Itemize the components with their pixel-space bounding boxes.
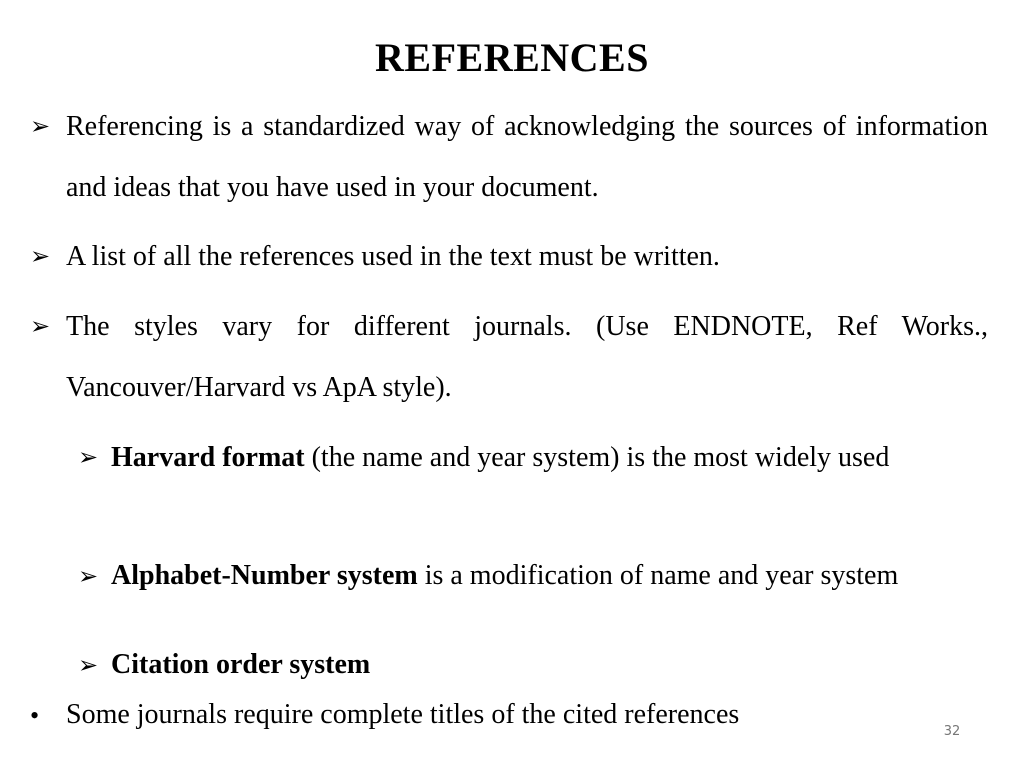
arrow-bullet-icon: ➢ — [30, 244, 51, 270]
bullet-complete-titles — [30, 695, 988, 735]
bullet-text: Referencing is a standardized way of acknowledging the sources of information and ideas that you have used in your document. — [66, 111, 988, 203]
arrow-bullet-icon: ➢ — [78, 445, 99, 471]
bullet-styles-vary — [30, 296, 988, 418]
arrow-bullet-icon: ➢ — [30, 114, 51, 140]
page-number: 32 — [943, 724, 961, 739]
bullet-reference-list — [30, 226, 988, 287]
bullet-text: The styles vary for different journals. (Use ENDNOTE, Ref Works., Vancouver/Harvard vs ApA style). — [66, 311, 988, 403]
sub-bullet-citation-order — [78, 645, 988, 685]
sub-bullet-term: Harvard format — [111, 442, 305, 473]
sub-bullet-harvard-format — [78, 427, 988, 488]
arrow-bullet-icon: ➢ — [78, 564, 99, 590]
sub-bullet-description: (the name and year system) is the most widely used — [304, 442, 890, 473]
arrow-bullet-icon: ➢ — [78, 653, 99, 679]
sub-bullet-term: Citation order system — [111, 649, 371, 680]
bullet-text: A list of all the references used in the text must be written. — [66, 241, 720, 272]
sub-bullet-term: Alphabet-Number system — [111, 560, 418, 591]
sub-bullet-alphabet-number — [78, 556, 988, 596]
slide-title: REFERENCES — [375, 35, 649, 80]
sub-bullet-text — [111, 645, 988, 685]
arrow-bullet-icon: ➢ — [30, 314, 51, 340]
sub-bullet-text — [111, 427, 988, 488]
dot-bullet-icon: • — [30, 701, 40, 730]
bullet-text: Some journals require complete titles of the cited references — [66, 699, 740, 730]
bullet-referencing-definition — [30, 96, 988, 218]
sub-bullet-text — [111, 556, 988, 596]
sub-bullet-description: is a modification of name and year system — [417, 560, 899, 591]
